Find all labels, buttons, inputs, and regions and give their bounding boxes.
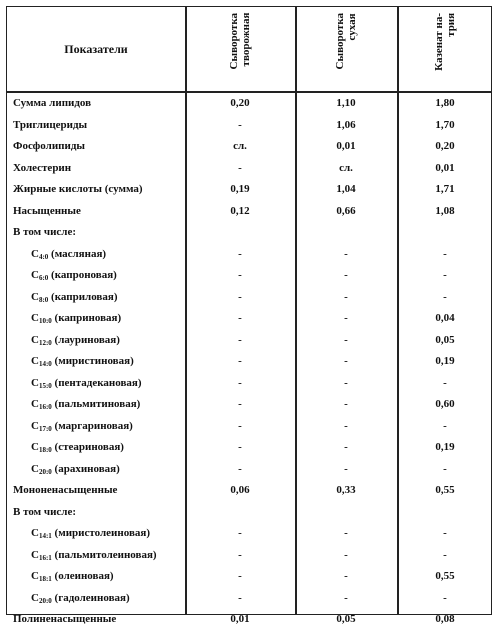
cell-value: - [238, 419, 242, 432]
row-label: В том числе: [13, 226, 77, 238]
cell-value: - [344, 591, 348, 604]
cell-value: - [238, 290, 242, 303]
cell-value: 0,04 [435, 312, 455, 324]
cell-value: - [344, 419, 348, 432]
cell-value: - [344, 527, 348, 539]
table-row [7, 609, 491, 631]
cell-value: - [344, 312, 348, 324]
table-row [7, 330, 491, 352]
cell-value: 1,80 [435, 97, 455, 109]
cell-value: - [443, 247, 447, 260]
cell-value: - [344, 570, 348, 582]
table-row [7, 394, 491, 416]
cell-value: - [238, 247, 242, 260]
table-row [7, 93, 491, 115]
table-row [7, 351, 491, 373]
cell-value: 0,66 [336, 204, 356, 217]
table-row [7, 179, 491, 201]
cell-value: - [238, 527, 242, 539]
row-label: Сумма липидов [13, 97, 92, 109]
cell-value: - [443, 462, 447, 475]
row-label: $C_{12:0}$ (лауриновая) [31, 333, 120, 347]
cell-value: - [443, 548, 447, 561]
row-label: Жирные кислоты (сумма) [13, 183, 143, 195]
table-row [7, 265, 491, 287]
table-row [7, 480, 491, 502]
cell-value: 0,05 [336, 613, 356, 625]
cell-value: - [238, 570, 242, 582]
row-label: $C_{14:0}$ (миристиновая) [31, 355, 134, 368]
row-label: $C_{6:0}$ (капроновая) [31, 269, 117, 282]
table-row [7, 416, 491, 438]
cell-value: - [443, 527, 447, 539]
table-row [7, 523, 491, 545]
row-label: $C_{16:0}$ (пальмитиновая) [31, 398, 141, 411]
header-col-whey-curd-label: Сыворотка творожная [228, 13, 252, 70]
cell-value: - [344, 376, 348, 389]
table-row [7, 588, 491, 610]
cell-value: 1,10 [336, 97, 356, 109]
cell-value: - [443, 591, 447, 604]
row-label: $C_{20:0}$ (арахиновая) [31, 462, 120, 476]
cell-value: - [238, 312, 242, 324]
table-row [7, 502, 491, 524]
row-label: $C_{18:1}$ (олеиновая) [31, 570, 114, 583]
table-row [7, 115, 491, 137]
cell-value: - [238, 548, 242, 561]
cell-value: 0,19 [230, 183, 250, 195]
cell-value: 0,19 [435, 441, 455, 453]
cell-value: 1,08 [435, 204, 455, 217]
row-label: Фосфолипиды [13, 140, 85, 152]
cell-value: 0,08 [435, 613, 455, 625]
cell-value: 0,55 [435, 484, 455, 496]
cell-value: - [344, 441, 348, 453]
cell-value: сл. [233, 140, 247, 152]
cell-value: 0,19 [435, 355, 455, 367]
cell-value: 0,55 [435, 570, 455, 582]
row-label: $C_{10:0}$ (каприновая) [31, 312, 122, 325]
cell-value: - [238, 118, 242, 131]
header-col-whey-dry-label: Сыворотка сухая [334, 13, 358, 70]
table-row [7, 373, 491, 395]
row-label: Насыщенные [13, 204, 81, 217]
cell-value: - [238, 333, 242, 346]
table-row [7, 459, 491, 481]
cell-value: 0,01 [336, 140, 356, 152]
cell-value: 1,70 [435, 118, 455, 131]
cell-value: 0,01 [435, 161, 455, 174]
cell-value: сл. [339, 161, 353, 174]
cell-value: 0,06 [230, 484, 250, 496]
cell-value: - [238, 376, 242, 389]
cell-value: - [238, 398, 242, 410]
header-indicator: Показатели [64, 41, 128, 56]
row-label: Полиненасыщенные [13, 613, 117, 625]
row-label: В том числе: [13, 505, 77, 518]
cell-value: - [344, 548, 348, 561]
row-label: $C_{4:0}$ (масляная) [31, 247, 107, 261]
cell-value: - [443, 419, 447, 432]
table-row [7, 566, 491, 588]
cell-value: 0,20 [435, 140, 455, 152]
cell-value: - [238, 355, 242, 367]
table-row [7, 201, 491, 223]
row-label: $C_{15:0}$ (пентадекановая) [31, 376, 142, 390]
table-row [7, 545, 491, 567]
header-col-whey-dry [295, 7, 397, 91]
row-label: Мононенасыщенные [13, 484, 118, 496]
cell-value: - [344, 355, 348, 367]
row-label: $C_{16:1}$ (пальмитолеиновая) [31, 548, 157, 562]
table-row [7, 158, 491, 180]
row-label: $C_{20:0}$ (гадолеиновая) [31, 591, 130, 605]
cell-value: 0,01 [230, 613, 250, 625]
table-body [7, 93, 491, 631]
cell-value: - [238, 161, 242, 174]
row-label: $C_{18:0}$ (стеариновая) [31, 441, 124, 454]
header-col-sodium-caseinate [397, 7, 493, 91]
cell-value: - [238, 269, 242, 281]
row-label: Триглицериды [13, 118, 88, 131]
table-row [7, 222, 491, 244]
cell-value: - [238, 591, 242, 604]
cell-value: 0,60 [435, 398, 455, 410]
table-row [7, 136, 491, 158]
table-row [7, 437, 491, 459]
table-row [7, 308, 491, 330]
row-label: $C_{14:1}$ (миристолеиновая) [31, 527, 151, 540]
lipid-table [6, 6, 492, 625]
cell-value: - [344, 333, 348, 346]
row-label: $C_{8:0}$ (каприловая) [31, 290, 118, 304]
cell-value: - [238, 441, 242, 453]
table-row [7, 287, 491, 309]
row-label: Холестерин [13, 161, 72, 174]
cell-value: - [344, 398, 348, 410]
cell-value: 0,20 [230, 97, 250, 109]
header-col-whey-curd [185, 7, 295, 91]
cell-value: - [344, 462, 348, 475]
cell-value: - [238, 462, 242, 475]
cell-value: - [344, 290, 348, 303]
header-col-sodium-caseinate-label: Казенат на- трия [433, 13, 457, 71]
cell-value: - [344, 247, 348, 260]
cell-value: 0,33 [336, 484, 356, 496]
table-row [7, 244, 491, 266]
cell-value: 0,05 [435, 333, 455, 346]
cell-value: - [443, 376, 447, 389]
cell-value: 1,06 [336, 118, 356, 131]
cell-value: 1,71 [435, 183, 455, 195]
cell-value: 0,12 [230, 204, 250, 217]
cell-value: 1,04 [336, 183, 356, 195]
cell-value: - [443, 269, 447, 281]
cell-value: - [443, 290, 447, 303]
cell-value: - [344, 269, 348, 281]
row-label: $C_{17:0}$ (маргариновая) [31, 419, 133, 433]
